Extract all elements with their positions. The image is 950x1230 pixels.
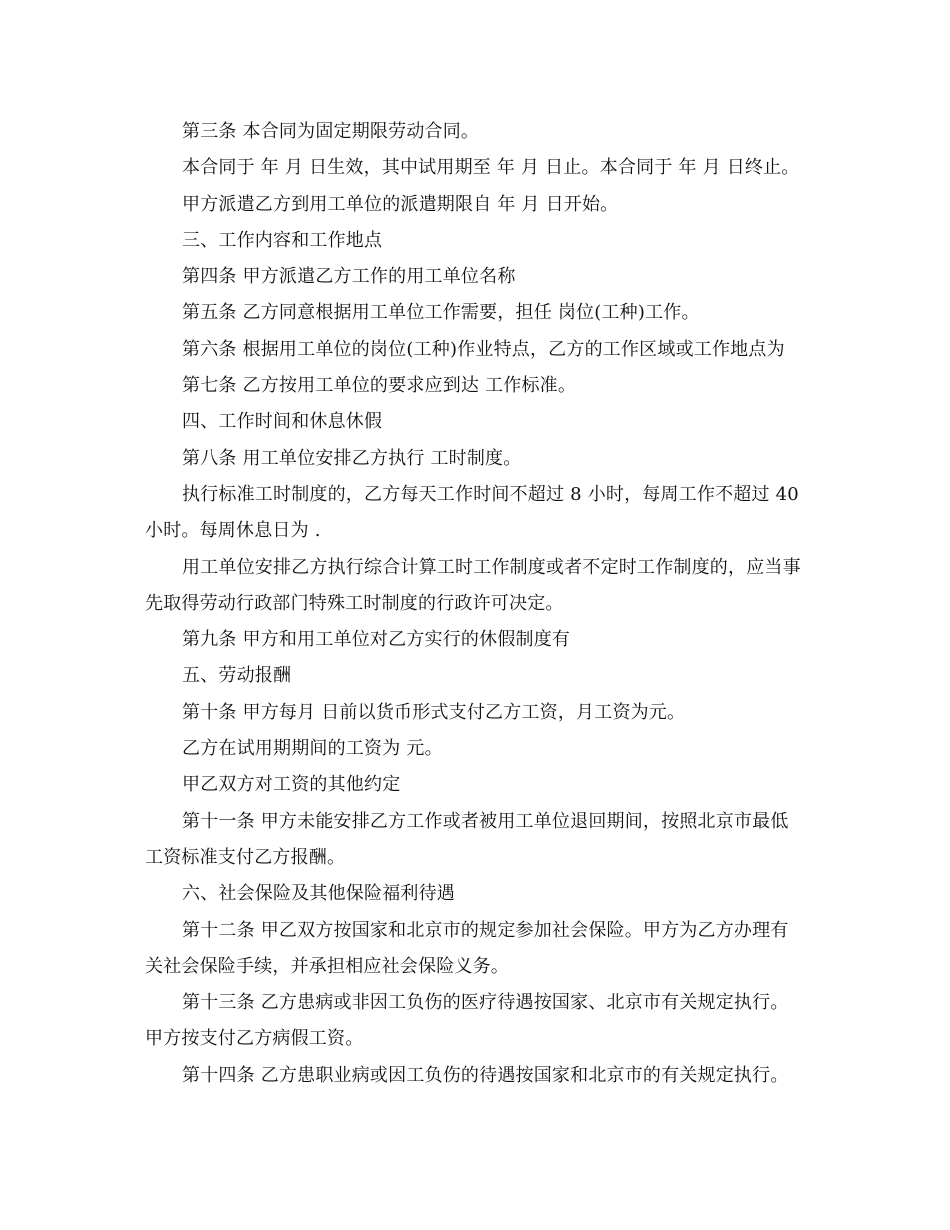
paragraph-probation-wage: 乙方在试用期期间的工资为 元。 (182, 738, 443, 760)
paragraph-article-14: 第十四条 乙方患职业病或因工负伤的待遇按国家和北京市的有关规定执行。 (182, 1064, 789, 1086)
paragraph-article-5: 第五条 乙方同意根据用工单位工作需要，担任 岗位(工种)工作。 (182, 302, 700, 324)
paragraph-article-6: 第六条 根据用工单位的岗位(工种)作业特点，乙方的工作区域或工作地点为 (182, 338, 785, 360)
paragraph-contract-dates: 本合同于 年 月 日生效，其中试用期至 年 月 日止。本合同于 年 月 日终止。 (182, 157, 800, 179)
paragraph-standard-hours: 执行标准工时制度的，乙方每天工作时间不超过 8 小时，每周工作不超过 40 小时。每周休息日为 . (145, 483, 799, 542)
section-heading-social-insurance: 六、社会保险及其他保险福利待遇 (182, 883, 455, 905)
paragraph-article-3: 第三条 本合同为固定期限劳动合同。 (182, 121, 480, 142)
document-body (145, 114, 805, 1094)
paragraph-article-11: 第十一条 甲方未能安排乙方工作或者被用工单位退回期间，按照北京市最低工资标准支付乙方报酬。 (145, 810, 789, 868)
paragraph-article-13: 第十三条 乙方患病或非因工负伤的医疗待遇按国家、北京市有关规定执行。甲方按支付乙方病假工资。 (145, 992, 789, 1050)
paragraph-article-9: 第九条 甲方和用工单位对乙方实行的休假制度有 (182, 629, 571, 651)
section-heading-remuneration: 五、劳动报酬 (182, 665, 292, 687)
paragraph-dispatch-period: 甲方派遣乙方到用工单位的派遣期限自 年 月 日开始。 (182, 193, 619, 215)
paragraph-article-8: 第八条 用工单位安排乙方执行 工时制度。 (182, 447, 522, 469)
paragraph-article-4: 第四条 甲方派遣乙方工作的用工单位名称 (182, 266, 516, 288)
paragraph-other-wage-terms: 甲乙双方对工资的其他约定 (182, 774, 401, 796)
paragraph-article-7: 第七条 乙方按用工单位的要求应到达 工作标准。 (182, 375, 577, 397)
paragraph-article-12: 第十二条 甲乙双方按国家和北京市的规定参加社会保险。甲方为乙方办理有关社会保险手续，并承担相应社会保险义务。 (145, 919, 789, 977)
section-heading-working-hours: 四、工作时间和休息休假 (182, 411, 383, 433)
paragraph-special-hours: 用工单位安排乙方执行综合计算工时工作制度或者不定时工作制度的，应当事先取得劳动行政部门特殊工时制度的行政许可决定。 (145, 556, 801, 614)
paragraph-article-10: 第十条 甲方每月 日前以货币形式支付乙方工资，月工资为元。 (182, 701, 686, 723)
section-heading-work-content: 三、工作内容和工作地点 (182, 229, 383, 251)
